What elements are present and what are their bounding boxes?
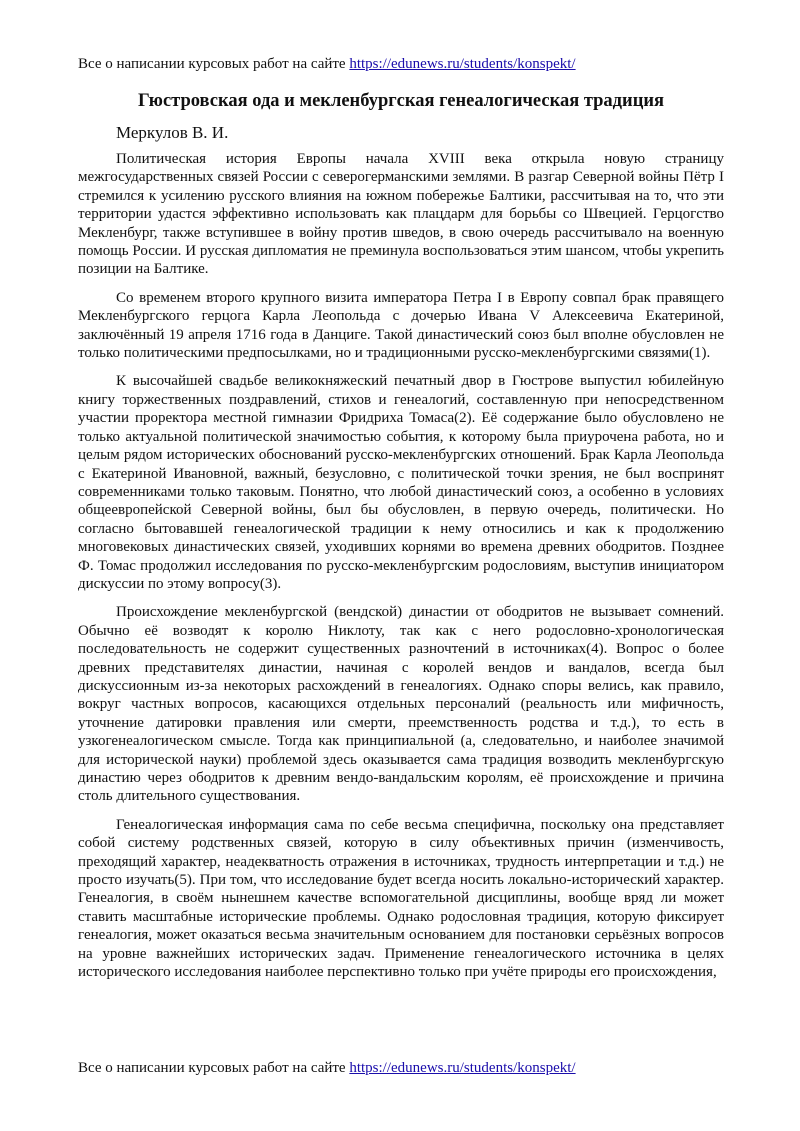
article-body (78, 150, 724, 991)
banner-link[interactable]: https://edunews.ru/students/konspekt/ (349, 56, 576, 72)
paragraph: К высочайшей свадьбе великокняжеский печатный двор в Гюстрове выпустил юбилейную книгу торжественных поздравлений, стихов и генеалогий, составленную при непосредственном участии проректора местной гимназии Фридриха Томаса(2). Её содержание было обусловлено не только актуальной политической значимостью события, к которому была приурочена работа, но и целым рядом исторических обоснований русско-мекленбургских отношений. Брак Карла Леопольда с Екатериной Ивановной, важный, безусловно, с политической точки зрения, не был воспринят современниками только таковым. Понятно, что любой династический союз, а особенно в условиях общеевропейской Северной войны, был бы обусловлен, в первую очередь, политически. Но согласно бытовавшей генеалогической традиции к нему относились и как к продолжению многовековых династических связей, уходивших корнями во времена древних ободритов. Позднее Ф. Томас продолжил исследования по русско-мекленбургским родословиям, выступив инициатором дискуссии по этому вопросу(3). (78, 373, 724, 592)
author-name: Меркулов В. И. (116, 123, 229, 142)
header-banner (78, 55, 724, 73)
footer-banner (78, 1059, 724, 1077)
banner-text: Все о написании курсовых работ на сайте (78, 1060, 350, 1076)
banner-text: Все о написании курсовых работ на сайте (78, 56, 350, 72)
paragraph: Происхождение мекленбургской (вендской) династии от ободритов не вызывает сомнений. Обычно её возводят к королю Никлоту, так как с него родословно-хронологическая последовательность не содержит существенных разночтений в источниках(4). Вопрос о более древних представителях династии, начиная с королей вендов и вандалов, всегда был дискуссионным из-за некоторых расхождений в генеалогиях. Однако споры велись, как правило, вокруг частных вопросов, касающихся отдельных персоналий (реальность или мифичность, уточнение датировки правления или смерти, преемственность родства и т.д.), то есть в узкогенеалогическом смысле. Тогда как принципиальной (а, следовательно, и наиболее значимой для исторической науки) проблемой здесь оказывается сама традиция возводить мекленбургскую династию через ободритов к древним вендо-вандальским королям, её происхождение и причина столь длительного существования. (78, 604, 724, 805)
paragraph: Политическая история Европы начала XVIII века открыла новую страницу межгосударственных связей России с северогерманскими землями. В разгар Северной войны Пётр I стремился к усилению русского влияния на южном побережье Балтики, рассчитывая на то, что эти территории удастся эффективно использовать как плацдарм для борьбы со Швецией. Герцогство Мекленбург, также вступившее в войну против шведов, в свою очередь рассчитывало на военную помощь России. И русская дипломатия не преминула воспользоваться этим шансом, чтобы укрепить позиции на Балтике. (78, 151, 724, 278)
paragraph: Со временем второго крупного визита императора Петра I в Европу совпал брак правящего Мекленбургского герцога Карла Леопольда с дочерью Ивана V Алексеевича Екатериной, заключённый 19 апреля 1716 года в Данциге. Такой династический союз был вполне обусловлен не только политическими предпосылками, но и традиционными русско-мекленбургскими связями(1). (78, 289, 724, 362)
paragraph: Генеалогическая информация сама по себе весьма специфична, поскольку она представляет собой систему родственных связей, которую в силу объективных причин (изменчивость, преходящий характер, неадекватность отражения в источниках, трудность интерпретации и т.д.) не просто изучать(5). При том, что исследование будет всегда носить локально-исторический характер. Генеалогия, в своём нынешнем качестве вспомогательной дисциплины, вообще вряд ли может ставить масштабные исторические проблемы. Однако родословная традиция, которую фиксирует генеалогия, может оказаться весьма значительным основанием для постановки серьёзных вопросов на уровне важнейших исторических задач. Применение генеалогического источника в целях исторического исследования наиболее перспективно только при учёте природы его происхождения, (78, 816, 724, 981)
document-page (78, 0, 724, 1131)
article-title: Гюстровская ода и мекленбургская генеалогическая традиция (137, 91, 665, 111)
banner-link[interactable]: https://edunews.ru/students/konspekt/ (349, 1060, 576, 1076)
